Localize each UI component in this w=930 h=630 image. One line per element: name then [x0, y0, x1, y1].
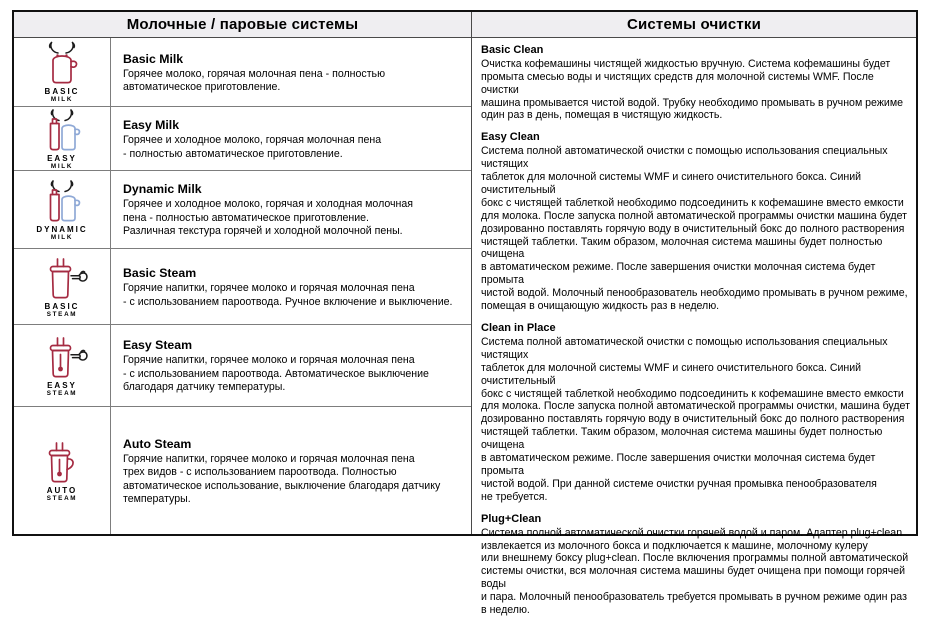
- row-text-cell: [111, 249, 471, 324]
- row-text-cell: [111, 407, 471, 534]
- table-row-easy-steam: [14, 325, 471, 407]
- cleaning-header: Системы очистки: [472, 12, 916, 38]
- icon-caption: STEAM: [46, 310, 78, 318]
- icon-caption: BASIC: [44, 301, 80, 311]
- system-title: Dynamic Milk: [123, 182, 202, 197]
- system-description: Горячие напитки, горячее молоко и горячая молочная пена - с использованием пароотвода. Ручное включение и выключение.: [123, 282, 453, 308]
- icon-caption: BASIC: [44, 87, 80, 96]
- dynamic-milk-icon-cell: [14, 171, 111, 248]
- icon-caption: EASY: [47, 153, 77, 163]
- auto-steam-icon-cell: [14, 407, 111, 534]
- cleaning-content: [472, 38, 916, 630]
- icon-caption: DYNAMIC: [36, 224, 88, 234]
- icon-caption: STEAM: [46, 494, 78, 502]
- system-title: Easy Steam: [123, 338, 193, 353]
- system-title: Basic Milk: [123, 51, 184, 66]
- clean-block-text: Система полной автоматической очистки горячей водой и паром. Адаптер plug+clean извлекается из молочного бокса и подключается к машине, молочному кулеру или внешнему боксу plug+clean. После включения программы полной автоматической системы очистки, вся молочная система машины будет очищена при помощи горячей воды и пара. Молочный пенообразователь требуется промывать в ручном режиме один раз в неделю.: [481, 526, 909, 617]
- icon-caption: EASY: [47, 380, 77, 390]
- system-description: Горячее и холодное молоко, горячая молочная пена - полностью автоматическое приготовление.: [123, 134, 382, 160]
- icon-caption: MILK: [50, 162, 74, 170]
- row-text-cell: [111, 107, 471, 170]
- systems-table: [12, 10, 918, 617]
- basic-steam-icon: [36, 256, 88, 300]
- table-row-dynamic-milk: [14, 171, 471, 249]
- clean-block-text: Система полной автоматической очистки с помощью использования специальных чистящих таблеток для молочной системы WMF и синего очистительного бокса. Синий очистительный бокс с чистящей таблеткой необходимо подсоединить к кофемашине вместо емкости для молока. После запуска полной автоматической программы очистки, машина будет дозированно поставлять горячую воду в очистительный бокс до полного растворения чистящей таблетки. Таким образом, молочная система машины будет полностью очищена в автоматическом режиме. После завершения очистки молочная система будет промыта чистой водой. При данной системе очистки ручная промывка пенообразователя не требуется.: [481, 335, 910, 503]
- system-title: Easy Milk: [123, 118, 180, 133]
- row-text-cell: [111, 171, 471, 248]
- clean-block-title: Basic Clean: [481, 44, 544, 56]
- table-row-basic-steam: [14, 249, 471, 325]
- icon-caption: MILK: [50, 96, 74, 103]
- milk-steam-section: [14, 12, 472, 534]
- clean-block-title: Plug+Clean: [481, 512, 542, 525]
- system-description: Горячие напитки, горячее молоко и горячая молочная пена - с использованием пароотвода. Автоматическое выключение благодаря датчику температуры.: [123, 354, 429, 394]
- table-row-auto-steam: [14, 407, 471, 534]
- easy-steam-icon: [36, 335, 88, 379]
- icon-caption: MILK: [50, 233, 74, 241]
- basic-milk-icon-cell: [14, 38, 111, 106]
- cleaning-section: [472, 12, 916, 617]
- clean-block-text: Система полной автоматической очистки с помощью использования специальных чистящих таблеток для молочной системы WMF и синего очистительного бокса. Синий очистительный бокс с чистящей таблеткой необходимо подсоединить к кофемашине вместо емкости для молока. После запуска полной автоматической программы очистки машина будет дозированно поставлять горячую воду в очистительный бокс до полного растворения чистящей таблетки. Таким образом, молочная система машины будет полностью очищена в автоматическом режиме. После завершения очистки молочная система будет промыта чистой водой. Молочный пенообразователь необходимо промывать в ручном режиме, помещая в очищающую жидкость раз в неделю.: [481, 145, 908, 313]
- row-text-cell: [111, 325, 471, 406]
- system-title: Auto Steam: [123, 436, 192, 451]
- auto-steam-icon: [36, 440, 88, 484]
- system-description: Горячие напитки, горячее молоко и горячая молочная пена трех видов - с использованием пароотвода. Полностью автоматическое использование, выключение благодаря датчику температуры.: [123, 452, 441, 505]
- table-row-basic-milk: [14, 38, 471, 107]
- system-title: Basic Steam: [123, 266, 197, 281]
- clean-block-text: Очистка кофемашины чистящей жидкостью вручную. Система кофемашины будет промыта смесью воды и чистящих средств для молочной системы WMF. После очистки машина промывается чистой водой. Трубку необходимо промывать в ручном режиме один раз в день, помещая в чистящую жидкость.: [481, 57, 904, 122]
- easy-steam-icon-cell: [14, 325, 111, 406]
- clean-block-title: Clean in Place: [481, 322, 556, 335]
- easy-milk-icon-cell: [14, 107, 111, 170]
- clean-block-clean-in-place: [481, 322, 911, 504]
- clean-block-plug-clean: [481, 513, 911, 617]
- basic-milk-icon: [36, 41, 88, 85]
- icon-caption: AUTO: [46, 485, 78, 495]
- clean-block-basic-clean: [481, 44, 911, 122]
- table-row-easy-milk: [14, 107, 471, 171]
- clean-block-title: Easy Clean: [481, 131, 540, 144]
- icon-caption: STEAM: [46, 389, 78, 397]
- system-description: Горячее и холодное молоко, горячая и холодная молочная пена - полностью автоматическое приготовление. Различная текстура горячей и холодной молочной пены.: [123, 198, 414, 238]
- clean-block-easy-clean: [481, 131, 911, 313]
- milk-steam-rows: [14, 38, 471, 534]
- milk-steam-header: Молочные / паровые системы: [14, 12, 471, 38]
- easy-milk-icon: [36, 108, 88, 152]
- row-text-cell: [111, 38, 471, 106]
- dynamic-milk-icon: [36, 179, 88, 223]
- basic-steam-icon-cell: [14, 249, 111, 324]
- system-description: Горячее молоко, горячая молочная пена - полностью автоматическое приготовление.: [123, 67, 386, 93]
